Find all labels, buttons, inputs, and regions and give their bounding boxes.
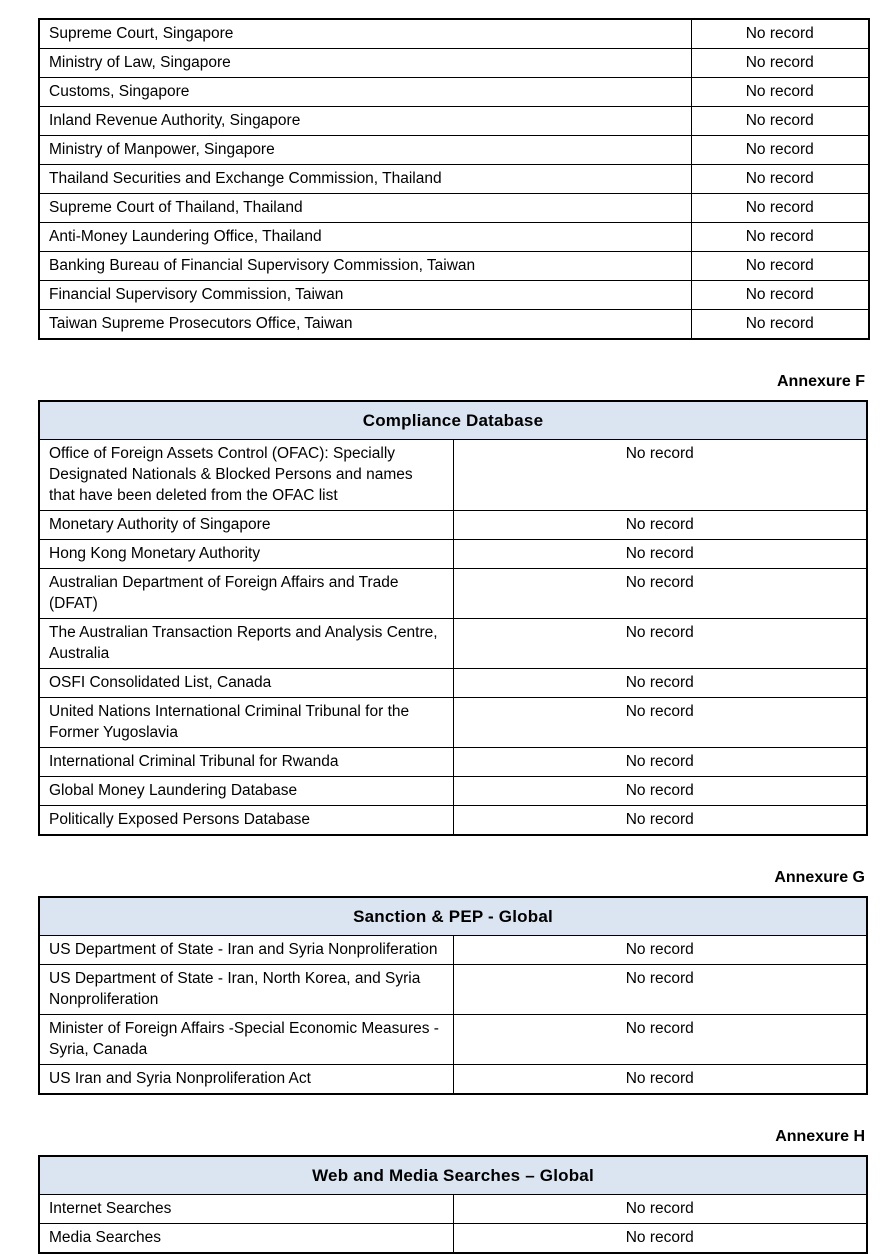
table-row (39, 1015, 867, 1065)
result-cell: No record (453, 777, 867, 806)
source-cell: Thailand Securities and Exchange Commission, Thailand (39, 165, 691, 194)
table-row (39, 78, 869, 107)
result-cell: No record (691, 310, 869, 340)
result-cell: No record (453, 748, 867, 777)
result-cell: No record (691, 19, 869, 49)
source-cell: Supreme Court of Thailand, Thailand (39, 194, 691, 223)
result-cell: No record (691, 165, 869, 194)
source-cell: US Department of State - Iran, North Korea, and Syria Nonproliferation (39, 965, 453, 1015)
table-row (39, 1065, 867, 1095)
table-row (39, 777, 867, 806)
table-row (39, 619, 867, 669)
table-row (39, 107, 869, 136)
result-cell: No record (453, 1015, 867, 1065)
result-cell: No record (453, 698, 867, 748)
source-cell: Customs, Singapore (39, 78, 691, 107)
table-row (39, 540, 867, 569)
result-cell: No record (453, 619, 867, 669)
source-cell: Australian Department of Foreign Affairs and Trade (DFAT) (39, 569, 453, 619)
table-header-row (39, 897, 867, 936)
result-cell: No record (453, 569, 867, 619)
source-cell: Financial Supervisory Commission, Taiwan (39, 281, 691, 310)
table-row (39, 806, 867, 836)
result-cell: No record (691, 78, 869, 107)
source-cell: Anti-Money Laundering Office, Thailand (39, 223, 691, 252)
source-cell: Monetary Authority of Singapore (39, 511, 453, 540)
table-row (39, 965, 867, 1015)
result-cell: No record (453, 669, 867, 698)
table-row (39, 1224, 867, 1254)
table-row (39, 698, 867, 748)
table-row (39, 49, 869, 78)
source-cell: Hong Kong Monetary Authority (39, 540, 453, 569)
table-row (39, 223, 869, 252)
result-cell: No record (453, 806, 867, 836)
source-cell: Politically Exposed Persons Database (39, 806, 453, 836)
source-cell: Inland Revenue Authority, Singapore (39, 107, 691, 136)
compliance-database-table (38, 400, 868, 836)
source-cell: Ministry of Law, Singapore (39, 49, 691, 78)
source-cell: Media Searches (39, 1224, 453, 1254)
source-cell: International Criminal Tribunal for Rwanda (39, 748, 453, 777)
result-cell: No record (691, 281, 869, 310)
table-row (39, 194, 869, 223)
result-cell: No record (453, 540, 867, 569)
source-cell: OSFI Consolidated List, Canada (39, 669, 453, 698)
table-title: Web and Media Searches – Global (39, 1156, 867, 1195)
result-cell: No record (691, 49, 869, 78)
table-title: Compliance Database (39, 401, 867, 440)
table-header-row (39, 401, 867, 440)
result-cell: No record (691, 252, 869, 281)
source-cell: Supreme Court, Singapore (39, 19, 691, 49)
table-row (39, 936, 867, 965)
result-cell: No record (691, 136, 869, 165)
source-cell: Taiwan Supreme Prosecutors Office, Taiwan (39, 310, 691, 340)
source-cell: Minister of Foreign Affairs -Special Economic Measures -Syria, Canada (39, 1015, 453, 1065)
table-title: Sanction & PEP - Global (39, 897, 867, 936)
result-cell: No record (453, 440, 867, 511)
result-cell: No record (453, 1224, 867, 1254)
result-cell: No record (453, 936, 867, 965)
table-row (39, 440, 867, 511)
result-cell: No record (691, 107, 869, 136)
annexure-h-label: Annexure H (775, 1128, 865, 1145)
result-cell: No record (453, 1065, 867, 1095)
source-cell: The Australian Transaction Reports and Analysis Centre, Australia (39, 619, 453, 669)
table-row (39, 1195, 867, 1224)
regulatory-sources-table (38, 18, 870, 340)
table-row (39, 748, 867, 777)
table-row (39, 569, 867, 619)
source-cell: Banking Bureau of Financial Supervisory Commission, Taiwan (39, 252, 691, 281)
annexure-f-label: Annexure F (776, 373, 865, 390)
source-cell: United Nations International Criminal Tribunal for the Former Yugoslavia (39, 698, 453, 748)
table-row (39, 511, 867, 540)
table-row (39, 19, 869, 49)
result-cell: No record (691, 223, 869, 252)
sanction-pep-global-table (38, 896, 868, 1095)
table-row (39, 669, 867, 698)
table-header-row (39, 1156, 867, 1195)
table-row (39, 165, 869, 194)
source-cell: US Iran and Syria Nonproliferation Act (39, 1065, 453, 1095)
table-row (39, 252, 869, 281)
table-row (39, 310, 869, 340)
annexure-g-label: Annexure G (774, 869, 865, 886)
source-cell: US Department of State - Iran and Syria Nonproliferation (39, 936, 453, 965)
source-cell: Global Money Laundering Database (39, 777, 453, 806)
table-row (39, 136, 869, 165)
table-row (39, 281, 869, 310)
web-media-searches-table (38, 1155, 868, 1254)
source-cell: Internet Searches (39, 1195, 453, 1224)
result-cell: No record (691, 194, 869, 223)
result-cell: No record (453, 511, 867, 540)
result-cell: No record (453, 965, 867, 1015)
source-cell: Office of Foreign Assets Control (OFAC): Specially Designated Nationals & Blocked Persons and names that have been deleted from the OFAC list (39, 440, 453, 511)
result-cell: No record (453, 1195, 867, 1224)
source-cell: Ministry of Manpower, Singapore (39, 136, 691, 165)
